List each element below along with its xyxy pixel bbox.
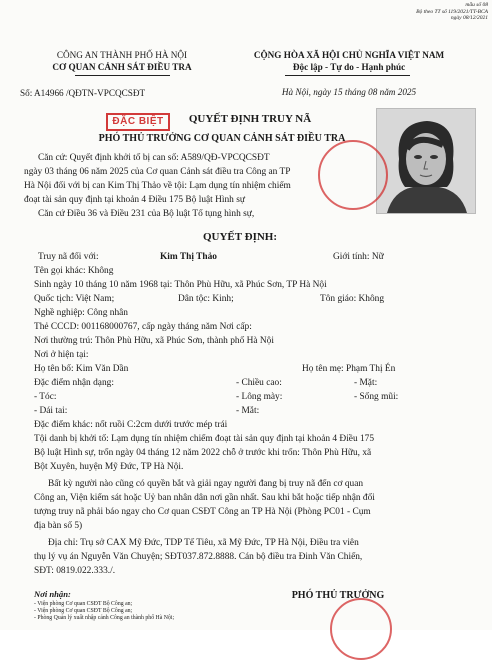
basis-line-2: ngày 03 tháng 06 năm 2025 của Cơ quan Cảnh sát điều tra Công an TP xyxy=(24,167,291,177)
gender: Giới tính: Nữ xyxy=(333,252,384,262)
other-name: Tên gọi khác: Không xyxy=(34,266,114,276)
crime-line-3: Bột Xuyên, huyện Mỹ Đức, TP Hà Nội. xyxy=(34,462,184,472)
face: - Mặt: xyxy=(354,378,378,388)
earlobe: - Dái tai: xyxy=(34,406,68,416)
nose-bridge: - Sống mũi: xyxy=(354,392,399,402)
nationality: Quốc tịch: Việt Nam; xyxy=(34,294,115,304)
header-left-rule xyxy=(75,75,170,76)
basis-line-3: Hà Nội đối với bị can Kim Thị Thảo về tội: Lạm dụng tín nhiệm chiếm xyxy=(24,181,291,191)
basis-line-5: Căn cứ Điều 36 và Điều 231 của Bộ luật Tố tụng hình sự, xyxy=(38,209,255,219)
issue-date: Hà Nội, ngày 15 tháng 08 năm 2025 xyxy=(281,87,417,97)
father-name: Họ tên bố: Kim Văn Dần xyxy=(34,364,129,374)
recipients-heading: Nơi nhận: xyxy=(34,589,71,599)
id-card: Thẻ CCCD: 001168000767, cấp ngày tháng năm Nơi cấp: xyxy=(34,322,252,332)
hair: - Tóc: xyxy=(34,392,57,402)
decision-number: Số: A14966 /QĐTN-VPCQCSĐT xyxy=(20,88,146,98)
special-stamp: ĐẶC BIỆT xyxy=(106,113,170,131)
recipient-2: - Viện phòng Cơ quan CSĐT Bộ Công an; xyxy=(34,608,133,614)
agency-line-1: CÔNG AN THÀNH PHỐ HÀ NỘI xyxy=(56,50,188,60)
form-circular: Bộ theo TT số 119/2021/TT-BCA xyxy=(416,8,488,15)
features-label: Đặc điểm nhận dạng: xyxy=(34,378,114,388)
official-seal xyxy=(318,140,388,210)
recipient-3: - Phòng Quản lý xuất nhập cảnh Công an thành phố Hà Nội; xyxy=(34,615,175,621)
agency-line-2: CƠ QUAN CẢNH SÁT ĐIỀU TRA xyxy=(52,62,192,72)
address-line-1: Địa chỉ: Trụ sở CAX Mỹ Đức, TDP Tế Tiêu, xã Mỹ Đức, TP Hà Nội, Điều tra viên xyxy=(48,538,359,548)
suspect-photo xyxy=(376,108,476,214)
decision-heading: QUYẾT ĐỊNH: xyxy=(202,231,278,243)
signature-title: PHÓ THỦ TRƯỞNG xyxy=(291,590,385,601)
wanted-name: Kim Thị Thảo xyxy=(160,252,217,262)
eyes: - Mắt: xyxy=(236,406,260,416)
form-date: ngày 08/12/2021 xyxy=(450,15,488,21)
notice-line-1: Bất kỳ người nào cũng có quyền bắt và giải ngay người đang bị truy nã đến cơ quan xyxy=(48,479,364,489)
signature-seal xyxy=(330,598,392,660)
basis-line-1: Căn cứ: Quyết định khởi tố bị can số: A589/QĐ-VPCQCSĐT xyxy=(38,153,270,163)
wanted-label: Truy nã đối với: xyxy=(38,252,99,262)
form-note xyxy=(410,2,488,22)
portrait-icon xyxy=(377,109,475,213)
ethnicity: Dân tộc: Kinh; xyxy=(178,294,234,304)
crime-line-1: Tội danh bị khởi tố: Lạm dụng tín nhiệm chiếm đoạt tài sản quy định tại khoản 4 Điều 175 xyxy=(34,434,375,444)
recipients-list xyxy=(34,601,174,622)
address-line-3: SĐT: 0819.022.333./. xyxy=(34,566,116,576)
notice-line-4: địa bàn số 5) xyxy=(34,521,83,531)
issuing-authority: PHÓ THỦ TRƯỞNG CƠ QUAN CẢNH SÁT ĐIỀU TRA xyxy=(98,133,346,144)
height: - Chiều cao: xyxy=(236,378,282,388)
other-features: Đặc điểm khác: nốt ruồi C:2cm dưới trước mép trái xyxy=(34,420,228,430)
crime-line-2: Bộ luật Hình sự, trốn ngày 04 tháng 12 năm 2022 chỗ ở trước khi trốn: Thôn Phù Hữu, xã xyxy=(34,448,372,458)
basis-line-4: đoạt tài sản quy định tại khoản 4 Điều 175 Bộ luật Hình sự xyxy=(24,195,245,205)
permanent-residence: Nơi thường trú: Thôn Phù Hữu, xã Phúc Sơn, thành phố Hà Nội xyxy=(34,336,274,346)
address-line-2: thụ lý vụ án Nguyễn Văn Chuyện; SĐT037.872.8888. Cán bộ điều tra Đinh Văn Chiến, xyxy=(34,552,363,562)
mother-name: Họ tên mẹ: Phạm Thị Én xyxy=(302,364,396,374)
notice-line-2: Công an, Viện kiểm sát hoặc Uỷ ban nhân dân nơi gần nhất. Sau khi bắt hoặc tiếp nhận đối xyxy=(34,493,375,503)
religion: Tôn giáo: Không xyxy=(320,294,385,304)
current-residence: Nơi ở hiện tại: xyxy=(34,350,89,360)
nation-motto: Độc lập - Tự do - Hạnh phúc xyxy=(292,62,406,72)
notice-line-3: tượng truy nã phải báo ngay cho Cơ quan CSĐT Công an TP Hà Nội (Phòng PC01 - Cụm xyxy=(34,507,371,517)
occupation: Nghề nghiệp: Công nhân xyxy=(34,308,128,318)
nation-title: CỘNG HÒA XÃ HỘI CHỦ NGHĨA VIỆT NAM xyxy=(253,50,445,60)
header-right-rule xyxy=(285,75,410,76)
document-title: QUYẾT ĐỊNH TRUY NÃ xyxy=(188,113,312,125)
recipient-1: - Viện phòng Cơ quan CSĐT Bộ Công an; xyxy=(34,601,133,607)
eyebrow: - Lông mày: xyxy=(236,392,283,402)
form-number: mẫu số 08 xyxy=(465,2,488,8)
birth-info: Sinh ngày 10 tháng 10 năm 1968 tại: Thôn Phù Hữu, xã Phúc Sơn, TP Hà Nội xyxy=(34,280,327,290)
